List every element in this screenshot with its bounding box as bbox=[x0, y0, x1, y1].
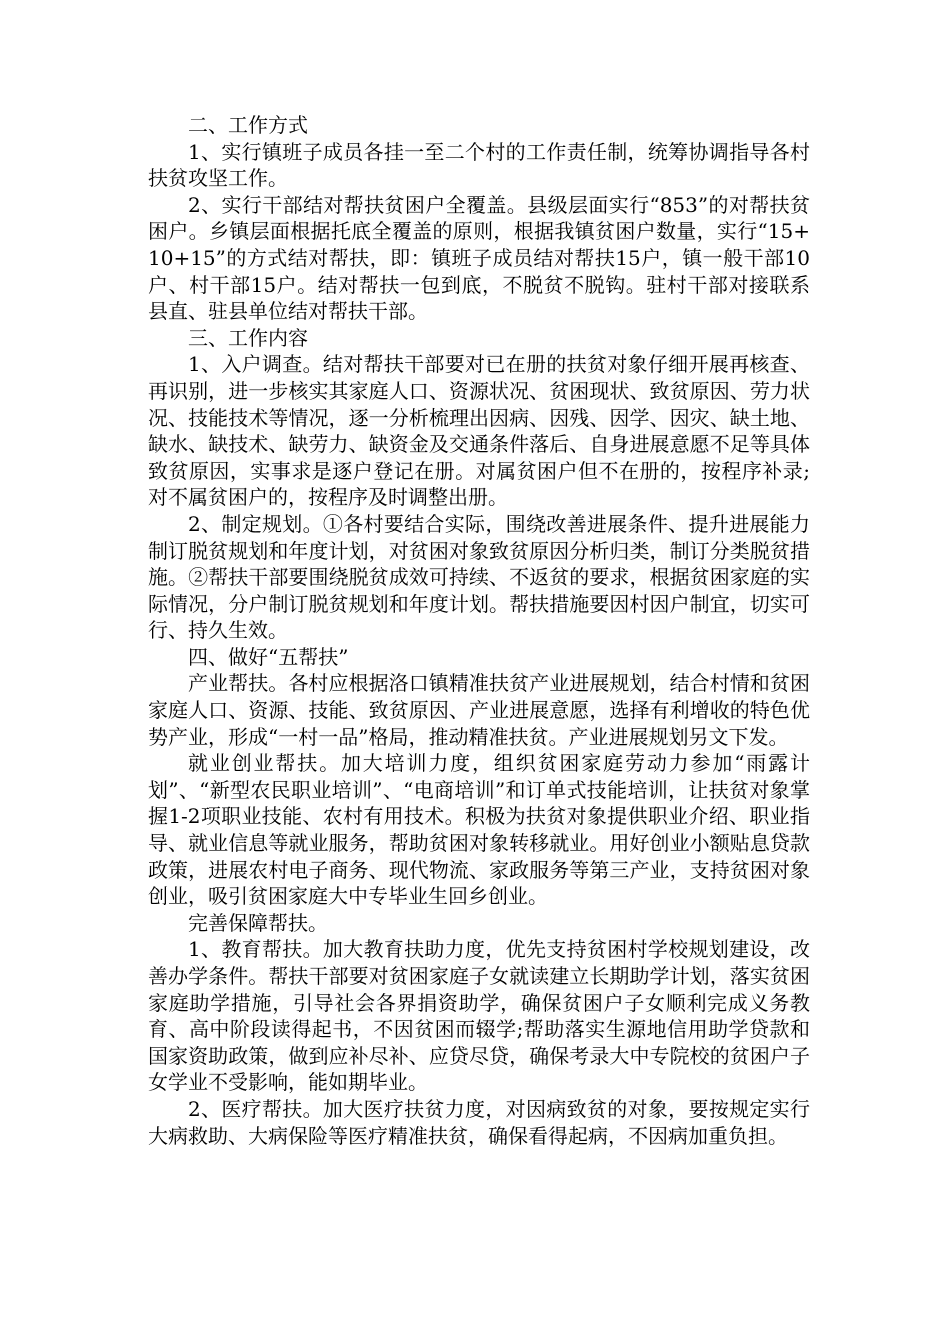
heading-security-assistance: 完善保障帮扶。 bbox=[188, 910, 328, 935]
paragraph-planning: 2、制定规划。①各村要结合实际，围绕改善进展条件、提升进展能力制订脱贫规划和年度计划，对贫困对象致贫原因分析归类，制订分类脱贫措施。②帮扶干部要围绕脱贫成效可持续、不返贫的要求，根据贫困家庭的实际情况，分户制订脱贫规划和年度计划。帮扶措施要因村因户制宜，切实可行、持久生效。 bbox=[148, 511, 810, 643]
heading-five-assistance: 四、做好“五帮扶” bbox=[188, 644, 349, 669]
paragraph-industry-assistance: 产业帮扶。各村应根据洛口镇精准扶贫产业进展规划，结合村情和贫困家庭人口、资源、技能、致贫原因、产业进展意愿，选择有利增收的特色优势产业，形成“一村一品”格局，推动精准扶贫。产业进展规划另文下发。 bbox=[148, 671, 810, 749]
heading-work-content: 三、工作内容 bbox=[188, 325, 308, 350]
paragraph-education-assistance: 1、教育帮扶。加大教育扶助力度，优先支持贫困村学校规划建设，改善办学条件。帮扶干部要对贫困家庭子女就读建立长期助学计划，落实贫困家庭助学措施，引导社会各界捐资助学，确保贫困户子女顺利完成义务教育、高中阶段读得起书，不因贫困而辍学;帮助落实生源地信用助学贷款和国家资助政策，做到应补尽补、应贷尽贷，确保考录大中专院校的贫困户子女学业不受影响，能如期毕业。 bbox=[148, 937, 810, 1095]
paragraph-employment-assistance: 就业创业帮扶。加大培训力度，组织贫困家庭劳动力参加“雨露计划”、“新型农民职业培训”、“电商培训”和订单式技能培训，让扶贫对象掌握1-2项职业技能、农村有用技术。积极为扶贫对象提供职业介绍、职业指导、就业信息等就业服务，帮助贫困对象转移就业。用好创业小额贴息贷款政策，进展农村电子商务、现代物流、家政服务等第三产业，支持贫困对象创业，吸引贫困家庭大中专毕业生回乡创业。 bbox=[148, 751, 810, 909]
document-page bbox=[148, 112, 810, 1149]
paragraph-medical-assistance: 2、医疗帮扶。加大医疗扶贫力度，对因病致贫的对象，要按规定实行大病救助、大病保险等医疗精准扶贫，确保看得起病，不因病加重负担。 bbox=[148, 1096, 810, 1148]
paragraph-cadre-pairing: 2、实行干部结对帮扶贫困户全覆盖。县级层面实行“853”的对帮扶贫困户。乡镇层面根据托底全覆盖的原则，根据我镇贫困户数量，实行“15+10+15”的方式结对帮扶，即：镇班子成员结对帮扶15户，镇一般干部10户、村干部15户。结对帮扶一包到底，不脱贫不脱钩。驻村干部对接联系县直、驻县单位结对帮扶干部。 bbox=[148, 192, 810, 324]
paragraph-household-survey: 1、入户调查。结对帮扶干部要对已在册的扶贫对象仔细开展再核查、再识别，进一步核实其家庭人口、资源状况、贫困现状、致贫原因、劳力状况、技能技术等情况，逐一分析梳理出因病、因残、因学、因灾、缺土地、缺水、缺技术、缺劳力、缺资金及交通条件落后、自身进展意愿不足等具体致贫原因，实事求是逐户登记在册。对属贫困户但不在册的，按程序补录;对不属贫困户的，按程序及时调整出册。 bbox=[148, 352, 810, 510]
paragraph-responsibility-system: 1、实行镇班子成员各挂一至二个村的工作责任制，统筹协调指导各村扶贫攻坚工作。 bbox=[148, 139, 810, 191]
heading-work-method: 二、工作方式 bbox=[188, 113, 308, 137]
